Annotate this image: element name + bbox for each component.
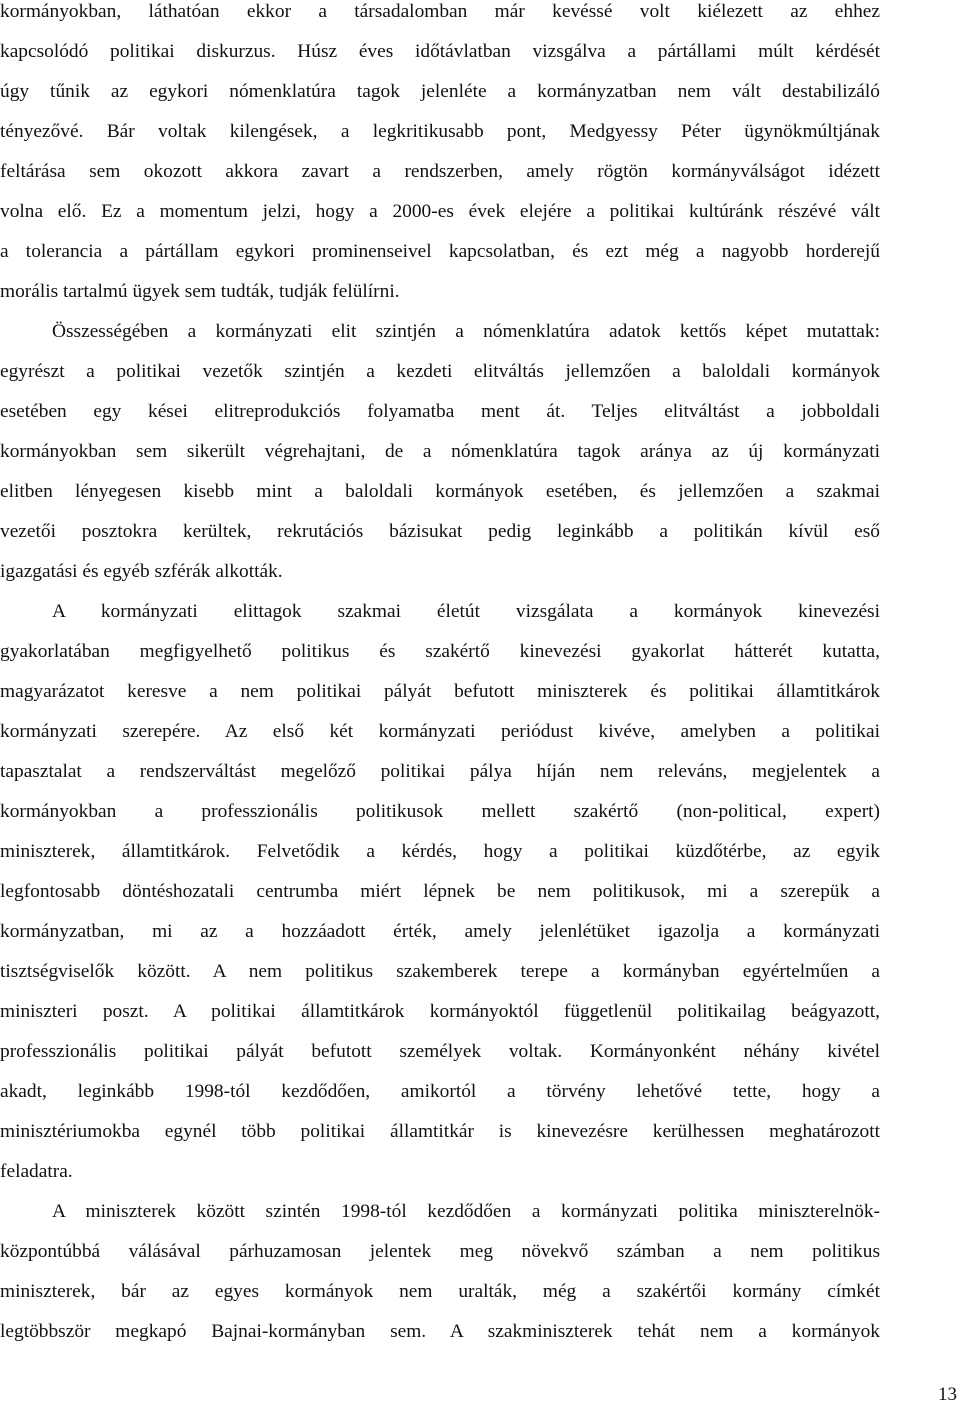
text-line: professzionális politikai pályát befutott személyek voltak. Kormányonként néhány kivétel [0, 1041, 880, 1062]
text-line: egyrészt a politikai vezetők szintjén a kezdeti elitváltás jellemzően a baloldali kormányok [0, 361, 880, 382]
text-line: tapasztalat a rendszerváltást megelőző politikai pálya híján nem releváns, megjelentek a [0, 761, 880, 782]
text-line: gyakorlatában megfigyelhető politikus és szakértő kinevezési gyakorlat hátterét kutatta, [0, 641, 880, 662]
text-line: feladatra. [0, 1161, 73, 1182]
text-line: a tolerancia a pártállam egykori prominenseivel kapcsolatban, és ezt még a nagyobb horderejű [0, 241, 880, 262]
text-line: tisztségviselők között. A nem politikus szakemberek terepe a kormányban egyértelműen a [0, 961, 880, 982]
text-line: úgy tűnik az egykori nómenklatúra tagok jelenléte a kormányzatban nem vált destabilizáló [0, 81, 880, 102]
page-number: 13 [938, 1384, 957, 1405]
text-line: kormányokban, láthatóan ekkor a társadalomban már kevéssé volt kiélezett az ehhez [0, 1, 880, 22]
text-line: morális tartalmú ügyek sem tudták, tudják felülírni. [0, 281, 400, 302]
text-line: központúbbá válásával párhuzamosan jelentek meg növekvő számban a nem politikus [0, 1241, 880, 1262]
text-line: kormányzati szerepére. Az első két kormányzati periódust kivéve, amelyben a politikai [0, 721, 880, 742]
text-line: esetében egy kései elitreprodukciós folyamatba ment át. Teljes elitváltást a jobboldali [0, 401, 880, 422]
text-line: vezetői posztokra kerültek, rekrutációs bázisukat pedig leginkább a politikán kívül eső [0, 521, 880, 542]
text-line: igazgatási és egyéb szférák alkották. [0, 561, 283, 582]
text-line: Összességében a kormányzati elit szintjén a nómenklatúra adatok kettős képet mutattak: [52, 321, 880, 342]
text-line: elitben lényegesen kisebb mint a baloldali kormányok esetében, és jellemzően a szakmai [0, 481, 880, 502]
text-line: legtöbbször megkapó Bajnai-kormányban sem. A szakminiszterek tehát nem a kormányok [0, 1321, 880, 1342]
text-line: tényezővé. Bár voltak kilengések, a legkritikusabb pont, Medgyessy Péter ügynökmúltjának [0, 121, 880, 142]
text-line: A kormányzati elittagok szakmai életút vizsgálata a kormányok kinevezési [52, 601, 880, 622]
text-line: kormányokban a professzionális politikusok mellett szakértő (non-political, expert) [0, 801, 880, 822]
text-line: magyarázatot keresve a nem politikai pályát befutott miniszterek és politikai államtitkárok [0, 681, 880, 702]
text-line: miniszterek, államtitkárok. Felvetődik a kérdés, hogy a politikai küzdőtérbe, az egyik [0, 841, 880, 862]
text-line: feltárása sem okozott akkora zavart a rendszerben, amely rögtön kormányválságot idézett [0, 161, 880, 182]
text-line: legfontosabb döntéshozatali centrumba miért lépnek be nem politikusok, mi a szerepük a [0, 881, 880, 902]
text-line: akadt, leginkább 1998-tól kezdődően, amikortól a törvény lehetővé tette, hogy a [0, 1081, 880, 1102]
text-line: kormányzatban, mi az a hozzáadott érték, amely jelenlétüket igazolja a kormányzati [0, 921, 880, 942]
text-line: kormányokban sem sikerült végrehajtani, de a nómenklatúra tagok aránya az új kormányzati [0, 441, 880, 462]
text-line: miniszterek, bár az egyes kormányok nem uralták, még a szakértői kormány címkét [0, 1281, 880, 1302]
text-line: miniszteri poszt. A politikai államtitkárok kormányoktól függetlenül politikailag beágyazott, [0, 1001, 880, 1022]
text-line: kapcsolódó politikai diskurzus. Húsz éves időtávlatban vizsgálva a pártállami múlt kérdését [0, 41, 880, 62]
text-line: volna elő. Ez a momentum jelzi, hogy a 2000-es évek elejére a politikai kultúránk részévé vált [0, 201, 880, 222]
text-line: minisztériumokba egynél több politikai államtitkár is kinevezésre kerülhessen meghatározott [0, 1121, 880, 1142]
text-line: A miniszterek között szintén 1998-tól kezdődően a kormányzati politika miniszterelnök- [52, 1201, 880, 1222]
